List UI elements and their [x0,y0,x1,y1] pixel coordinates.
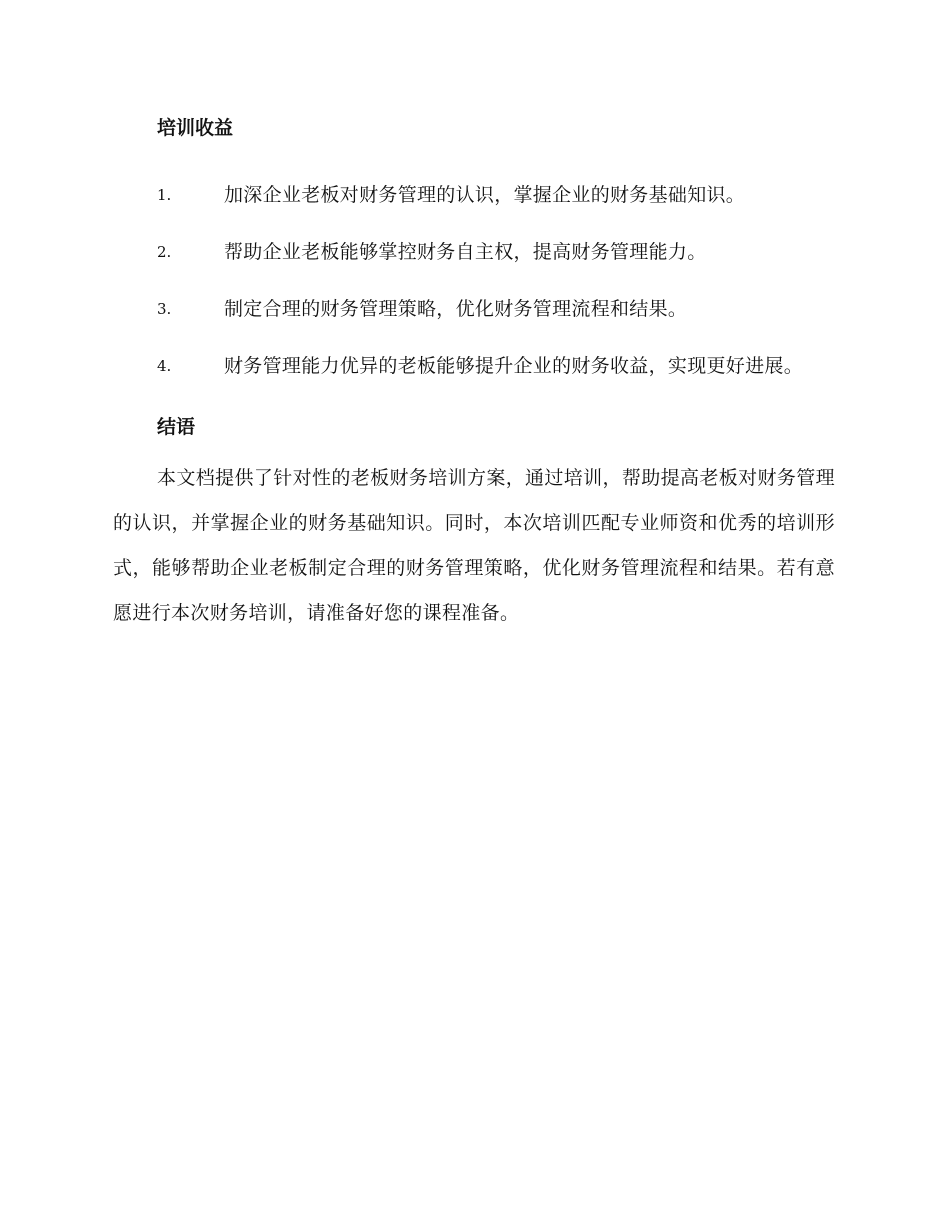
benefits-list [113,167,835,395]
document-content [113,110,835,655]
list-item-text: 财务管理能力优异的老板能够提升企业的财务收益，实现更好进展。 [224,355,804,377]
list-item-number: 3. [157,300,172,318]
list-item-number: 2. [157,243,172,261]
list-item-text: 加深企业老板对财务管理的认识，掌握企业的财务基础知识。 [224,184,746,206]
list-item [113,281,835,338]
conclusion-paragraph: 本文档提供了针对性的老板财务培训方案，通过培训，帮助提高老板对财务管理的认识，并掌握企业的财务基础知识。同时，本次培训匹配专业师资和优秀的培训形式，能够帮助企业老板制定合理的财务管理策略，优化财务管理流程和结果。若有意愿进行本次财务培训，请准备好您的课程准备。 [113,467,835,624]
list-item [113,224,835,281]
list-item [113,338,835,395]
section-heading-conclusion: 结语 [157,416,196,438]
list-item-number: 4. [157,357,172,375]
list-item-text: 制定合理的财务管理策略，优化财务管理流程和结果。 [224,298,688,320]
section-heading-benefits: 培训收益 [157,117,234,139]
list-item-text: 帮助企业老板能够掌控财务自主权，提高财务管理能力。 [224,241,707,263]
list-item-number: 1. [157,186,172,204]
list-item [113,167,835,224]
